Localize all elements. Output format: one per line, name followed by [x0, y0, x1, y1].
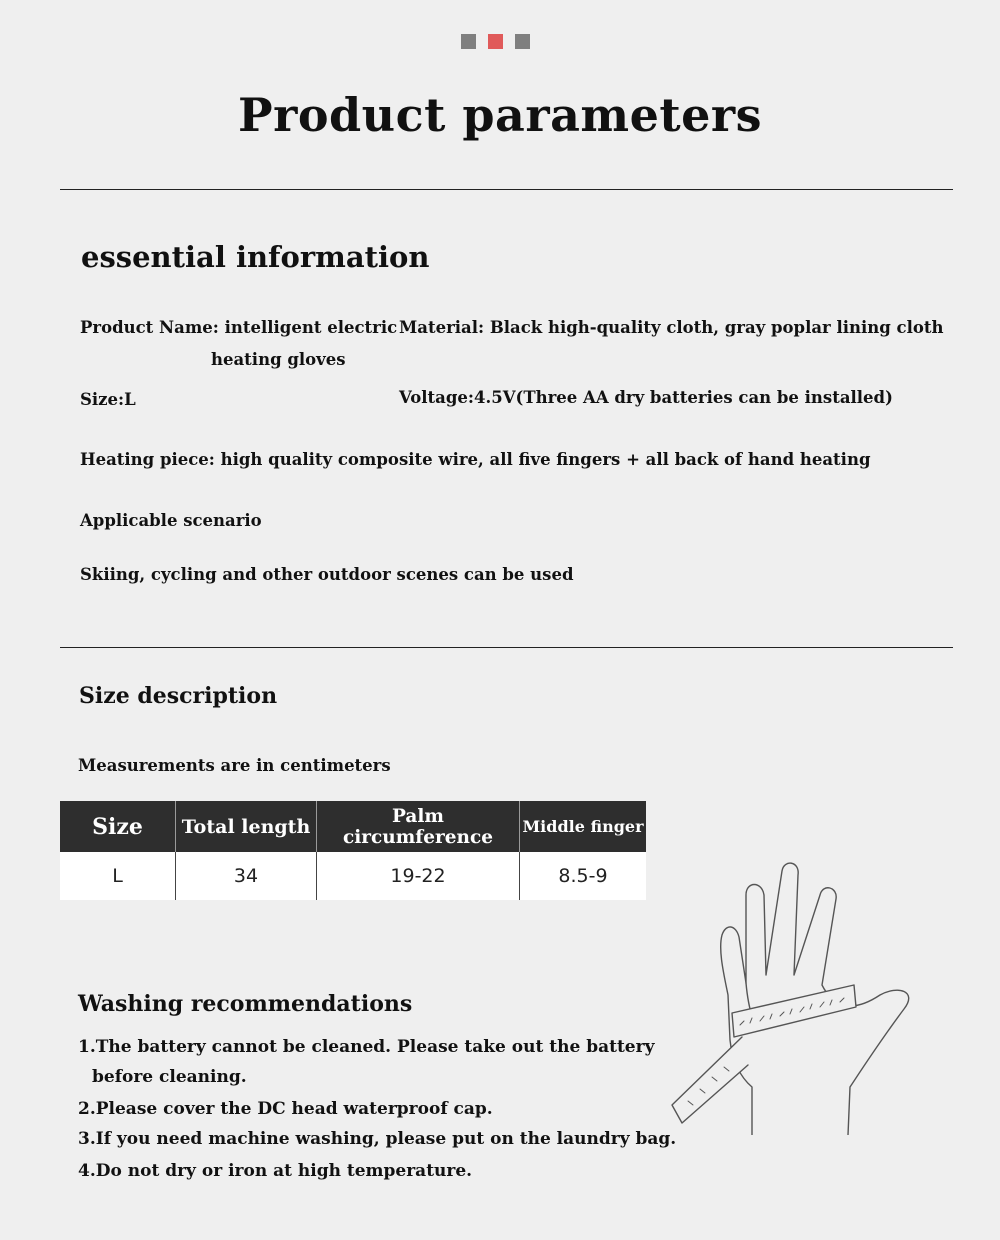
voltage: Voltage:4.5V(Three AA dry batteries can be installed)	[399, 388, 893, 407]
dot-right	[515, 34, 530, 49]
product-name: Product Name: intelligent electric	[80, 318, 398, 337]
table-row	[60, 852, 646, 900]
cell-middle-finger: 8.5-9	[520, 852, 647, 900]
header-middle-finger: Middle finger	[520, 801, 647, 852]
material: Material: Black high-quality cloth, gray poplar lining cloth	[399, 318, 944, 337]
header-total-length: Total length	[176, 801, 317, 852]
wash-item-3: 3.If you need machine washing, please put on the laundry bag.	[78, 1129, 677, 1149]
cell-total-length: 34	[176, 852, 317, 900]
decorative-dots	[461, 34, 530, 49]
heating-piece: Heating piece: high quality composite wire, all five fingers + all back of hand heating	[80, 450, 871, 469]
dot-left	[461, 34, 476, 49]
wash-item-2: 2.Please cover the DC head waterproof cap.	[78, 1099, 493, 1119]
size-description-heading: Size description	[79, 683, 278, 709]
divider-middle	[60, 647, 953, 648]
header-palm-circumference: Palm circumference	[317, 801, 520, 852]
page-title: Product parameters	[238, 88, 762, 142]
divider-top	[60, 189, 953, 190]
washing-heading: Washing recommendations	[78, 991, 413, 1017]
wash-item-1: 1.The battery cannot be cleaned. Please take out the battery	[78, 1037, 655, 1057]
scenario-text: Skiing, cycling and other outdoor scenes can be used	[80, 565, 574, 584]
hand-measuring-tape-icon	[660, 855, 920, 1135]
scenario-label: Applicable scenario	[80, 511, 262, 530]
size-table-header-row	[60, 801, 646, 852]
cell-palm-circumference: 19-22	[317, 852, 520, 900]
size-value: Size:L	[80, 390, 136, 409]
essential-info-heading: essential information	[81, 240, 430, 274]
cell-size: L	[60, 852, 176, 900]
product-name-continued: heating gloves	[211, 350, 346, 369]
header-size: Size	[60, 801, 176, 852]
wash-item-4: 4.Do not dry or iron at high temperature.	[78, 1161, 473, 1181]
wash-item-1-continued: before cleaning.	[92, 1067, 247, 1087]
size-table	[60, 801, 646, 900]
measurement-note: Measurements are in centimeters	[78, 756, 391, 775]
dot-center	[488, 34, 503, 49]
